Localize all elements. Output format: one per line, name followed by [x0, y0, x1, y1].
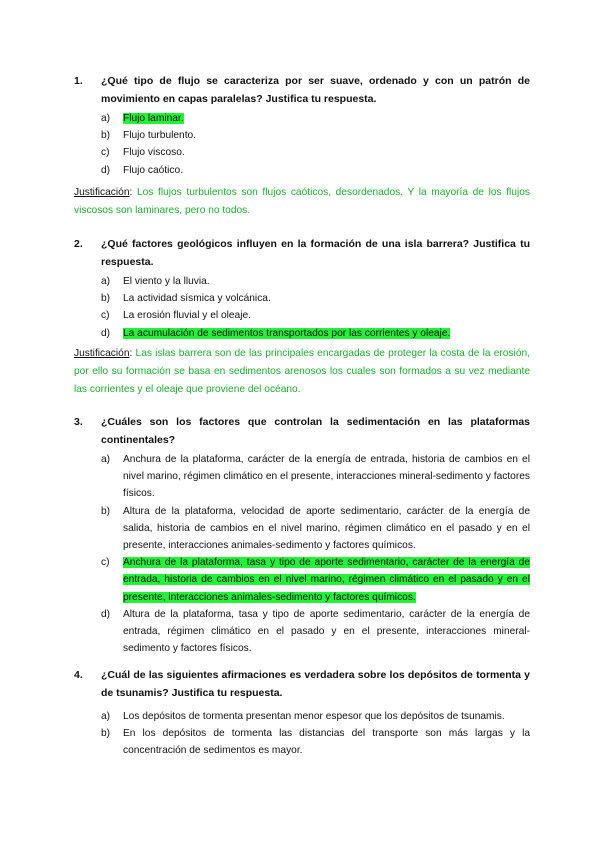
options-list [74, 708, 530, 760]
options-list [74, 451, 530, 657]
option-c [101, 554, 530, 606]
question-header [74, 72, 530, 108]
option-text-highlighted: Anchura de la plataforma, tasa y tipo de aporte sedimentario, carácter de la energía de entrada, historia de cambios en el nivel marino, régimen climático en el pasado y en el presente, interacciones animales-sedimento y factores químicos. [123, 557, 530, 603]
option-letter: a) [101, 454, 111, 465]
question-4 [74, 666, 530, 760]
option-text: Flujo turbulento. [123, 130, 197, 142]
justification-2: Justificación: Las islas barrera son de las principales encargadas de proteger la costa de la erosión, por ello su formación se basa en sedimentos arenosos los cuales son formados a su vez mediante las corrientes y el oleaje que proviene del océano. [74, 348, 530, 395]
option-letter: c) [101, 557, 110, 569]
justification-text: Las islas barrera son de las principales encargadas de proteger la costa de la erosión, por ello su formación se basa en sedimentos arenosos los cuales son formados a su vez mediante las corrientes y el oleaje que proviene del océano. [74, 348, 530, 395]
option-letter: a) [101, 711, 111, 722]
option-text-highlighted: Flujo laminar. [123, 113, 184, 124]
justification-label: Justificación [74, 348, 130, 359]
option-letter: b) [101, 130, 111, 142]
option-letter: c) [101, 147, 110, 159]
option-c [101, 307, 530, 324]
option-text: Flujo viscoso. [123, 147, 185, 159]
question-header [74, 666, 530, 702]
option-letter: d) [101, 608, 111, 620]
question-number: 4. [74, 669, 83, 681]
option-text: Flujo caótico. [123, 164, 184, 176]
justification-label: Justificación [74, 187, 130, 198]
option-text: La erosión fluvial y el oleaje. [123, 310, 251, 322]
question-2 [74, 235, 530, 342]
question-3 [74, 413, 530, 657]
question-header [74, 413, 530, 449]
option-letter: d) [101, 164, 111, 176]
option-text: En los depósitos de tormenta las distancias del transporte son más largas y la concentración de sedimentos es mayor. [123, 728, 530, 757]
option-d [101, 162, 530, 179]
question-text: ¿Cuáles son los factores que controlan la sedimentación en las plataformas continentales? [101, 416, 530, 446]
options-list [74, 110, 530, 179]
option-text: Altura de la plataforma, tasa y tipo de aporte sedimentario, carácter de la energía de entrada, régimen climático en el pasado y en el presente, interacciones mineral- sedimento y factores físicos. [123, 608, 530, 655]
option-b [101, 127, 530, 144]
question-header [74, 235, 530, 271]
option-d [101, 325, 530, 342]
option-text-highlighted: La acumulación de sedimentos transportados por las corrientes y oleaje. [123, 327, 451, 339]
option-text: La actividad sísmica y volcánica. [123, 293, 271, 305]
option-text: El viento y la lluvia. [123, 276, 210, 287]
question-text: ¿Cuál de las siguientes afirmaciones es verdadera sobre los depósitos de tormenta y de tsunamis? Justifica tu respuesta. [101, 669, 530, 699]
option-letter: b) [101, 293, 111, 305]
option-letter: a) [101, 276, 111, 287]
options-list [74, 273, 530, 342]
option-text: Los depósitos de tormenta presentan menor espesor que los depósitos de tsunamis. [123, 711, 505, 722]
option-letter: b) [101, 728, 111, 740]
question-text: ¿Qué factores geológicos influyen en la formación de una isla barrera? Justifica tu respuesta. [101, 238, 530, 268]
option-a [101, 451, 530, 503]
option-d [101, 606, 530, 658]
option-letter: b) [101, 505, 111, 517]
option-a [101, 273, 530, 290]
question-number: 2. [74, 238, 83, 250]
option-c [101, 144, 530, 161]
option-a [101, 110, 530, 127]
question-number: 1. [74, 75, 83, 87]
justification-text: Los flujos turbulentos son flujos caóticos, desordenados. Y la mayoría de los flujos viscosos son laminares, pero no todos. [74, 187, 530, 216]
justification-1: Justificación: Los flujos turbulentos son flujos caóticos, desordenados. Y la mayoría de los flujos viscosos son laminares, pero no todos. [74, 187, 530, 216]
question-text: ¿Qué tipo de flujo se caracteriza por ser suave, ordenado y con un patrón de movimiento en capas paralelas? Justifica tu respuesta. [101, 75, 530, 105]
option-letter: c) [101, 310, 110, 322]
question-1 [74, 72, 530, 179]
question-number: 3. [74, 416, 83, 428]
option-text: Altura de la plataforma, velocidad de aporte sedimentario, carácter de la energía de salida, historia de cambios en el nivel marino, régimen climático en el pasado y en el presente, interacciones animales-sedimento y factores químicos. [123, 505, 530, 552]
option-b [101, 503, 530, 555]
option-b [101, 290, 530, 307]
option-letter: a) [101, 113, 111, 124]
option-letter: d) [101, 327, 111, 339]
option-b [101, 725, 530, 759]
option-a [101, 708, 530, 725]
option-text: Anchura de la plataforma, carácter de la energía de entrada, historia de cambios en el nivel marino, régimen climático en el presente, interacciones mineral-sedimento y factores físicos. [123, 454, 530, 500]
